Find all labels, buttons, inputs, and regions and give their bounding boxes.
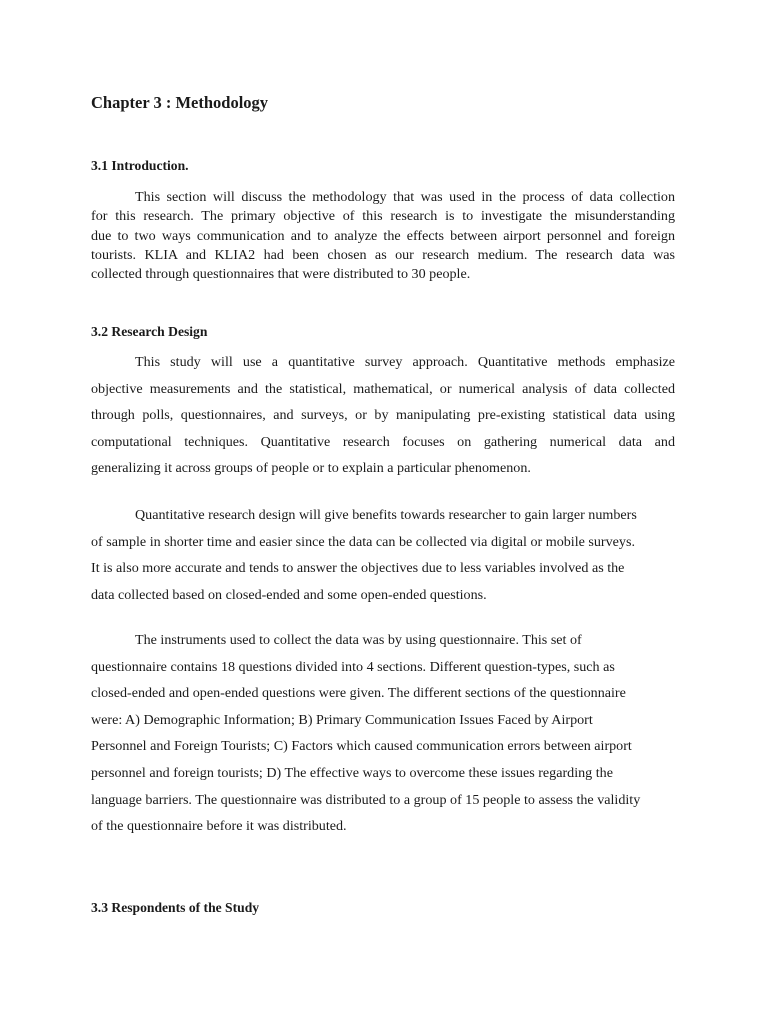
paragraph-research-design-3 [91,627,675,840]
paragraph-line: personnel and foreign tourists; D) The effective ways to overcome these issues regarding the [91,764,613,781]
paragraph-line: It is also more accurate and tends to answer the objectives due to less variables involved as the [91,560,625,577]
paragraph-line: for this research. The primary objective of this research is to investigate the misunderstanding [91,208,675,225]
section-heading-respondents: 3.3 Respondents of the Study [91,900,260,915]
paragraph-line: were: A) Demographic Information; B) Primary Communication Issues Faced by Airport [91,711,593,728]
paragraph-research-design-2 [91,502,675,608]
paragraph-line: This study will use a quantitative survey approach. Quantitative methods emphasize [135,354,675,370]
paragraph-line: Quantitative research design will give benefits towards researcher to gain larger numbers [135,507,637,523]
paragraph-line: Personnel and Foreign Tourists; C) Factors which caused communication errors between airport [91,738,632,755]
paragraph-line: objective measurements and the statistical, mathematical, or numerical analysis of data collected [91,380,675,397]
paragraph-line: data collected based on closed-ended and some open-ended questions. [91,586,487,603]
paragraph-research-design-1 [91,349,675,482]
paragraph-line: due to two ways communication and to analyze the effects between airport personnel and foreign [91,227,675,244]
paragraph-line: of the questionnaire before it was distributed. [91,818,347,835]
section-heading-research-design: 3.2 Research Design [91,324,208,339]
paragraph-line: of sample in shorter time and easier since the data can be collected via digital or mobile surveys. [91,533,635,550]
section-heading-introduction: 3.1 Introduction. [91,158,189,173]
paragraph-line: generalizing it across groups of people or to explain a particular phenomenon. [91,460,531,477]
paragraph-line: collected through questionnaires that were distributed to 30 people. [91,266,471,283]
paragraph-line: This section will discuss the methodology that was used in the process of data collection [135,189,675,205]
paragraph-line: through polls, questionnaires, and surveys, or by manipulating pre-existing statistical data using [91,407,675,424]
paragraph-line: closed-ended and open-ended questions were given. The different sections of the questionnaire [91,685,626,702]
paragraph-introduction [91,188,675,284]
paragraph-line: tourists. KLIA and KLIA2 had been chosen as our research medium. The research data was [91,246,675,263]
chapter-title: Chapter 3 : Methodology [91,93,269,112]
paragraph-line: computational techniques. Quantitative research focuses on gathering numerical data and [91,433,675,450]
paragraph-line: language barriers. The questionnaire was distributed to a group of 15 people to assess the validity [91,791,641,808]
paragraph-line: The instruments used to collect the data was by using questionnaire. This set of [135,632,582,648]
paragraph-line: questionnaire contains 18 questions divided into 4 sections. Different question-types, such as [91,658,615,675]
